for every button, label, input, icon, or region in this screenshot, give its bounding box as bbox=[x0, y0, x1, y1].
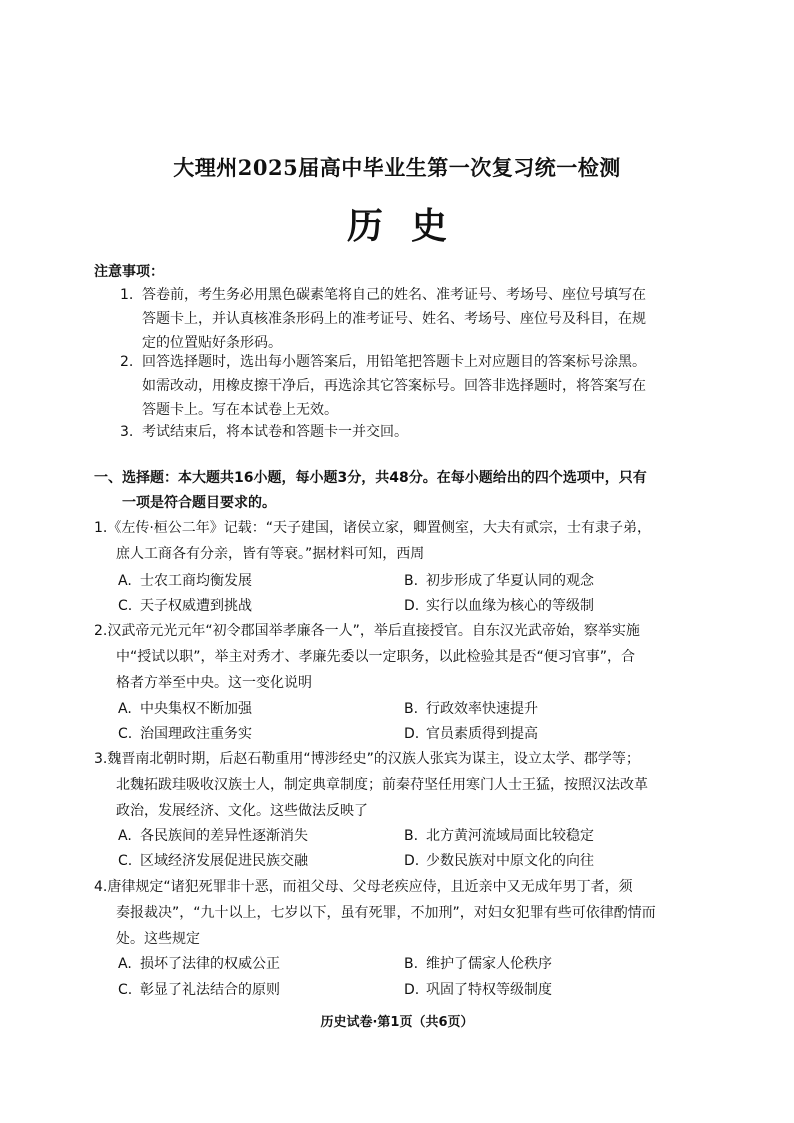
question-stem: 汉武帝元光元年“初令郡国举孝廉各一人”，举后直接授官。自东汉光武帝始，察举实施 bbox=[107, 623, 640, 639]
option-2a bbox=[118, 698, 252, 718]
option-2c bbox=[118, 723, 252, 743]
option-2b bbox=[404, 698, 538, 718]
option-label: D. bbox=[404, 982, 420, 998]
option-text: 损坏了法律的权威公正 bbox=[140, 956, 280, 972]
option-label: C. bbox=[118, 598, 133, 614]
question-stem: 奏报裁决”，“九十以上，七岁以下，虽有死罪，不加刑”，对妇女犯罪有些可依律酌情而 bbox=[116, 905, 656, 921]
note-text: 考试结束后，将本试卷和答题卡一并交回。 bbox=[142, 424, 408, 440]
question-number: 1. bbox=[94, 520, 108, 536]
question-4 bbox=[94, 874, 704, 952]
note-text: 答题卡上，并认真核准条形码上的准考证号、姓名、考场号、座位号及科目，在规 bbox=[142, 311, 646, 327]
option-text: 各民族间的差异性逐渐消失 bbox=[140, 828, 308, 844]
option-text: 区域经济发展促进民族交融 bbox=[140, 853, 308, 869]
option-label: D. bbox=[404, 853, 420, 869]
section-text: 一项是符合题目要求的。 bbox=[122, 495, 276, 511]
option-3b bbox=[404, 825, 594, 845]
section-text: 一、选择题：本大题共16小题，每小题3分，共48分。在每小题给出的四个选项中，只有 bbox=[94, 470, 647, 486]
question-stem: 《左传·桓公二年》记载：“天子建国，诸侯立家，卿置侧室，大夫有贰宗，士有隶子弟， bbox=[107, 520, 652, 536]
option-3a bbox=[118, 825, 308, 845]
question-number: 3. bbox=[94, 751, 108, 767]
question-stem: 中“授试以职”，举主对秀才、孝廉先委以一定职务，以此检验其是否“便习官事”，合 bbox=[116, 649, 636, 665]
option-text: 初步形成了华夏认同的观念 bbox=[426, 573, 594, 589]
subject-title: 历史 bbox=[346, 205, 475, 247]
option-label: A. bbox=[118, 956, 132, 972]
note-text: 答题卡上。写在本试卷上无效。 bbox=[142, 402, 338, 418]
question-stem: 北魏拓跋珪吸收汉族士人，制定典章制度；前秦苻坚任用寒门人士王猛，按照汉法改革 bbox=[116, 777, 648, 793]
option-text: 士农工商均衡发展 bbox=[140, 573, 252, 589]
note-item-3 bbox=[120, 420, 408, 444]
option-label: A. bbox=[118, 573, 132, 589]
note-text: 回答选择题时，选出每小题答案后，用铅笔把答题卡上对应题目的答案标号涂黑。 bbox=[142, 354, 646, 370]
question-stem: 庶人工商各有分亲，皆有等衰。”据材料可知，西周 bbox=[116, 546, 425, 562]
option-label: B. bbox=[404, 701, 419, 717]
question-stem: 处。这些规定 bbox=[116, 931, 200, 947]
note-text: 如需改动，用橡皮擦干净后，再选涂其它答案标号。回答非选择题时，将答案写在 bbox=[142, 378, 646, 394]
section-heading bbox=[94, 466, 714, 516]
option-label: B. bbox=[404, 956, 419, 972]
question-2 bbox=[94, 618, 704, 696]
option-4c bbox=[118, 979, 280, 999]
option-label: A. bbox=[118, 828, 132, 844]
option-4b bbox=[404, 953, 552, 973]
option-text: 天子权威遭到挑战 bbox=[140, 598, 252, 614]
option-text: 官员素质得到提高 bbox=[426, 726, 538, 742]
exam-title: 大理州2025届高中毕业生第一次复习统一检测 bbox=[173, 155, 621, 180]
option-1c bbox=[118, 595, 252, 615]
question-number: 4. bbox=[94, 879, 108, 895]
note-text: 定的位置贴好条形码。 bbox=[142, 335, 282, 351]
question-3 bbox=[94, 746, 704, 824]
note-number: 1. bbox=[120, 287, 134, 303]
option-1d bbox=[404, 595, 594, 615]
note-number: 3. bbox=[120, 424, 134, 440]
option-text: 北方黄河流域局面比较稳定 bbox=[426, 828, 594, 844]
option-label: B. bbox=[404, 573, 419, 589]
question-1 bbox=[94, 515, 704, 567]
page-footer: 历史试卷·第1页（共6页） bbox=[320, 1015, 474, 1030]
option-text: 维护了儒家人伦秩序 bbox=[426, 956, 552, 972]
option-label: B. bbox=[404, 828, 419, 844]
notes-heading: 注意事项： bbox=[94, 264, 164, 280]
option-text: 治国理政注重务实 bbox=[140, 726, 252, 742]
option-text: 少数民族对中原文化的向往 bbox=[426, 853, 594, 869]
option-label: C. bbox=[118, 982, 133, 998]
question-stem: 魏晋南北朝时期，后赵石勒重用“博涉经史”的汉族人张宾为谋主，设立太学、郡学等； bbox=[107, 751, 640, 767]
option-label: C. bbox=[118, 853, 133, 869]
option-3c bbox=[118, 850, 308, 870]
option-text: 巩固了特权等级制度 bbox=[426, 982, 552, 998]
note-item-1 bbox=[120, 283, 646, 355]
option-label: A. bbox=[118, 701, 132, 717]
option-label: D. bbox=[404, 726, 420, 742]
option-4d bbox=[404, 979, 552, 999]
note-item-2 bbox=[120, 350, 646, 422]
note-text: 答卷前，考生务必用黑色碳素笔将自己的姓名、准考证号、考场号、座位号填写在 bbox=[142, 287, 646, 303]
option-text: 彰显了礼法结合的原则 bbox=[140, 982, 280, 998]
note-number: 2. bbox=[120, 354, 134, 370]
option-text: 行政效率快速提升 bbox=[426, 701, 538, 717]
option-1b bbox=[404, 570, 594, 590]
option-text: 实行以血缘为核心的等级制 bbox=[426, 598, 594, 614]
option-1a bbox=[118, 570, 252, 590]
option-label: C. bbox=[118, 726, 133, 742]
option-4a bbox=[118, 953, 280, 973]
question-stem: 政治，发展经济、文化。这些做法反映了 bbox=[116, 803, 368, 819]
option-label: D. bbox=[404, 598, 420, 614]
question-stem: 唐律规定“诸犯死罪非十恶，而祖父母、父母老疾应侍，且近亲中又无成年男丁者，须 bbox=[107, 879, 633, 895]
question-number: 2. bbox=[94, 623, 108, 639]
option-2d bbox=[404, 723, 538, 743]
option-3d bbox=[404, 850, 594, 870]
question-stem: 格者方举至中央。这一变化说明 bbox=[116, 675, 312, 691]
option-text: 中央集权不断加强 bbox=[140, 701, 252, 717]
